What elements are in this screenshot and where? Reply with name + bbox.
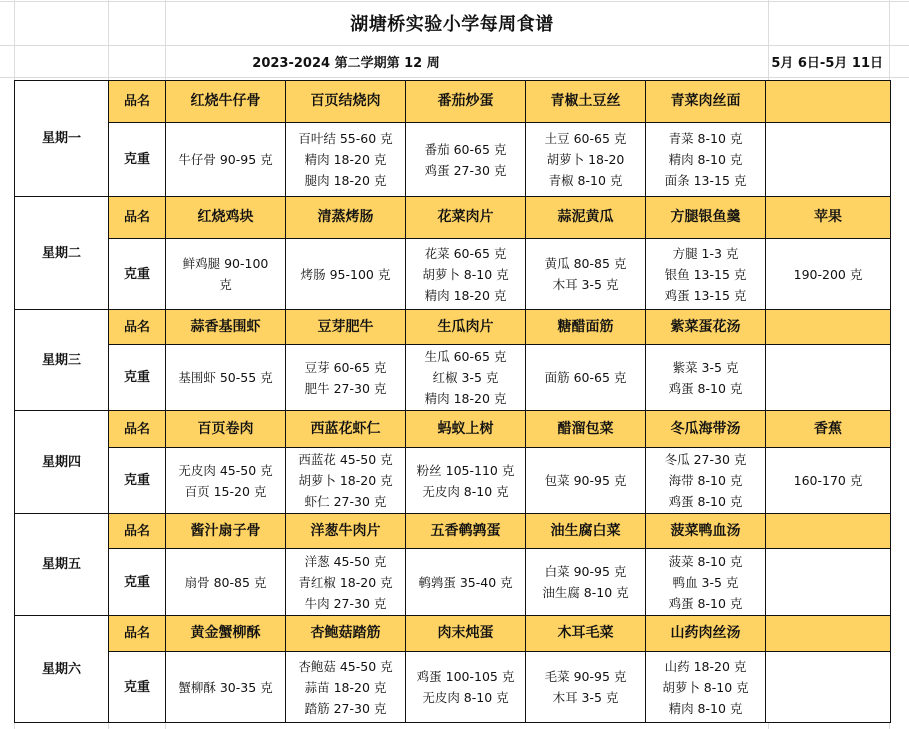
ingredient-line: 牛肉 27-30 克 <box>304 595 387 611</box>
weekly-menu-table <box>14 80 891 723</box>
ingredient-line: 190-200 克 <box>793 266 863 282</box>
ingredient-line: 木耳 3-5 克 <box>552 277 619 292</box>
ingredient-line: 蒜苗 18-20 克 <box>304 679 387 695</box>
dish-name-cell: 油生腐白菜 <box>526 514 646 549</box>
ingredient-line: 山药 18-20 克 <box>664 658 747 674</box>
ingredient-line: 鸡蛋 100-105 克 <box>416 669 515 684</box>
weight-row <box>15 652 891 723</box>
ingredient-weight-cell <box>646 345 766 411</box>
dish-name-cell: 糖醋面筋 <box>526 310 646 345</box>
ingredient-line: 克 <box>219 277 232 292</box>
ingredient-weight-cell <box>286 239 406 310</box>
ingredient-line: 扇骨 80-85 克 <box>184 574 267 590</box>
dish-name-row <box>15 81 891 123</box>
ingredient-line: 精肉 18-20 克 <box>424 287 507 303</box>
weight-label: 克重 <box>109 345 166 411</box>
ingredient-line: 青红椒 18-20 克 <box>298 574 393 590</box>
ingredient-weight-cell <box>286 123 406 197</box>
ingredient-line: 番茄 60-65 克 <box>424 141 507 157</box>
ingredient-line: 鸡蛋 8-10 克 <box>668 595 743 611</box>
menu-title: 湖塘桥实验小学每周食谱 <box>350 14 554 35</box>
ingredient-line: 杏鲍菇 45-50 克 <box>298 658 393 674</box>
date-range: 5月 6日-5月 11日 <box>771 55 883 71</box>
ingredient-line: 银鱼 13-15 克 <box>664 266 747 282</box>
ingredient-line: 基围虾 50-55 克 <box>178 370 273 385</box>
ingredient-line: 青椒 8-10 克 <box>548 173 623 188</box>
weight-row <box>15 448 891 514</box>
ingredient-line: 精肉 8-10 克 <box>668 152 743 167</box>
ingredient-weight-cell <box>766 448 891 514</box>
ingredient-line: 面条 13-15 克 <box>664 173 747 188</box>
ingredient-weight-cell <box>646 549 766 616</box>
ingredient-weight-cell <box>766 549 891 616</box>
ingredient-weight-cell <box>526 123 646 197</box>
ingredient-line: 方腿 1-3 克 <box>672 245 739 261</box>
ingredient-weight-cell <box>406 448 526 514</box>
dish-name-cell: 苹果 <box>766 197 891 239</box>
name-label: 品名 <box>109 616 166 652</box>
ingredient-line: 精肉 8-10 克 <box>668 700 743 716</box>
dish-name-cell: 黄金蟹柳酥 <box>166 616 286 652</box>
ingredient-weight-cell <box>766 652 891 723</box>
ingredient-weight-cell <box>766 239 891 310</box>
ingredient-weight-cell <box>286 448 406 514</box>
dish-name-cell: 紫菜蛋花汤 <box>646 310 766 345</box>
dish-name-cell: 西蓝花虾仁 <box>286 411 406 448</box>
dish-name-cell: 青椒土豆丝 <box>526 81 646 123</box>
dish-name-cell: 酱汁扇子骨 <box>166 514 286 549</box>
ingredient-line: 冬瓜 27-30 克 <box>664 452 747 467</box>
ingredient-line: 海带 8-10 克 <box>668 473 743 488</box>
day-label: 星期一 <box>15 81 109 197</box>
ingredient-line: 胡萝卜 8-10 克 <box>662 679 749 695</box>
ingredient-line: 踏筋 27-30 克 <box>304 700 387 716</box>
dish-name-cell: 青菜肉丝面 <box>646 81 766 123</box>
ingredient-line: 粉丝 105-110 克 <box>416 462 515 478</box>
ingredient-weight-cell <box>166 345 286 411</box>
ingredient-weight-cell <box>166 549 286 616</box>
dish-name-cell: 木耳毛菜 <box>526 616 646 652</box>
ingredient-line: 生瓜 60-65 克 <box>424 349 507 364</box>
ingredient-weight-cell <box>286 652 406 723</box>
ingredient-line: 胡萝卜 8-10 克 <box>422 266 509 282</box>
weight-label: 克重 <box>109 123 166 197</box>
ingredient-weight-cell <box>646 123 766 197</box>
dish-name-row <box>15 197 891 239</box>
dish-name-cell: 番茄炒蛋 <box>406 81 526 123</box>
ingredient-line: 烤肠 95-100 克 <box>300 266 391 282</box>
ingredient-line: 鸡蛋 8-10 克 <box>668 494 743 509</box>
day-label: 星期三 <box>15 310 109 411</box>
weight-row <box>15 549 891 616</box>
ingredient-weight-cell <box>526 448 646 514</box>
dish-name-cell: 方腿银鱼羹 <box>646 197 766 239</box>
dish-name-cell: 蒜泥黄瓜 <box>526 197 646 239</box>
ingredient-line: 肥牛 27-30 克 <box>304 380 387 396</box>
ingredient-line: 百叶结 55-60 克 <box>298 131 393 146</box>
dish-name-cell: 山药肉丝汤 <box>646 616 766 652</box>
ingredient-line: 160-170 克 <box>793 473 863 488</box>
ingredient-line: 鸭血 3-5 克 <box>672 574 739 590</box>
ingredient-line: 包菜 90-95 克 <box>544 473 627 488</box>
day-label: 星期六 <box>15 616 109 723</box>
name-label: 品名 <box>109 411 166 448</box>
dish-name-cell: 冬瓜海带汤 <box>646 411 766 448</box>
ingredient-line: 精肉 18-20 克 <box>424 391 507 406</box>
dish-name-cell <box>766 514 891 549</box>
ingredient-line: 红椒 3-5 克 <box>432 370 499 385</box>
ingredient-line: 西蓝花 45-50 克 <box>298 452 393 467</box>
ingredient-line: 腿肉 18-20 克 <box>304 173 387 188</box>
dish-name-cell <box>766 616 891 652</box>
ingredient-line: 胡萝卜 18-20 <box>546 152 625 167</box>
ingredient-line: 木耳 3-5 克 <box>552 690 619 705</box>
ingredient-weight-cell <box>526 549 646 616</box>
ingredient-line: 鸡蛋 13-15 克 <box>664 287 747 303</box>
ingredient-line: 白菜 90-95 克 <box>544 564 627 579</box>
gridline <box>0 77 909 78</box>
name-label: 品名 <box>109 81 166 123</box>
ingredient-line: 虾仁 27-30 克 <box>304 494 387 509</box>
dish-name-cell: 醋溜包菜 <box>526 411 646 448</box>
weight-row <box>15 123 891 197</box>
ingredient-line: 紫菜 3-5 克 <box>672 359 739 375</box>
ingredient-line: 百页 15-20 克 <box>184 483 267 499</box>
dish-name-cell: 清蒸烤肠 <box>286 197 406 239</box>
dish-name-cell: 百页卷肉 <box>166 411 286 448</box>
ingredient-line: 毛菜 90-95 克 <box>544 669 627 684</box>
ingredient-weight-cell <box>526 652 646 723</box>
dish-name-cell: 豆芽肥牛 <box>286 310 406 345</box>
term-label: 2023-2024 第二学期第 12 周 <box>252 55 440 71</box>
dish-name-cell: 五香鹌鹑蛋 <box>406 514 526 549</box>
dish-name-cell: 红烧牛仔骨 <box>166 81 286 123</box>
day-label: 星期五 <box>15 514 109 616</box>
ingredient-line: 黄瓜 80-85 克 <box>544 256 627 271</box>
ingredient-weight-cell <box>646 652 766 723</box>
weight-row <box>15 239 891 310</box>
ingredient-weight-cell <box>406 345 526 411</box>
ingredient-weight-cell <box>406 123 526 197</box>
dish-name-cell: 肉末炖蛋 <box>406 616 526 652</box>
dish-name-cell: 红烧鸡块 <box>166 197 286 239</box>
ingredient-line: 牛仔骨 90-95 克 <box>178 152 273 167</box>
ingredient-weight-cell <box>646 448 766 514</box>
dish-name-cell: 蚂蚁上树 <box>406 411 526 448</box>
dish-name-cell: 香蕉 <box>766 411 891 448</box>
dish-name-cell <box>766 310 891 345</box>
ingredient-line: 鸡蛋 27-30 克 <box>424 162 507 178</box>
dish-name-row <box>15 616 891 652</box>
ingredient-line: 无皮肉 8-10 克 <box>422 483 509 499</box>
ingredient-weight-cell <box>406 652 526 723</box>
day-label: 星期二 <box>15 197 109 310</box>
ingredient-line: 鲜鸡腿 90-100 <box>182 256 269 271</box>
dish-name-cell: 百页结烧肉 <box>286 81 406 123</box>
ingredient-weight-cell <box>166 123 286 197</box>
ingredient-weight-cell <box>406 239 526 310</box>
ingredient-line: 蟹柳酥 30-35 克 <box>178 679 273 695</box>
ingredient-weight-cell <box>766 123 891 197</box>
dish-name-cell: 杏鲍菇踏筋 <box>286 616 406 652</box>
ingredient-weight-cell <box>526 239 646 310</box>
dish-name-cell: 花菜肉片 <box>406 197 526 239</box>
ingredient-line: 豆芽 60-65 克 <box>304 359 387 375</box>
ingredient-line: 精肉 18-20 克 <box>304 152 387 167</box>
ingredient-weight-cell <box>766 345 891 411</box>
ingredient-weight-cell <box>526 345 646 411</box>
ingredient-line: 油生腐 8-10 克 <box>542 585 629 600</box>
dish-name-cell <box>766 81 891 123</box>
ingredient-weight-cell <box>166 239 286 310</box>
dish-name-cell: 菠菜鸭血汤 <box>646 514 766 549</box>
weight-row <box>15 345 891 411</box>
weight-label: 克重 <box>109 549 166 616</box>
name-label: 品名 <box>109 197 166 239</box>
ingredient-line: 青菜 8-10 克 <box>668 131 743 146</box>
weight-label: 克重 <box>109 652 166 723</box>
dish-name-cell: 洋葱牛肉片 <box>286 514 406 549</box>
dish-name-row <box>15 411 891 448</box>
dish-name-row <box>15 514 891 549</box>
ingredient-line: 鸡蛋 8-10 克 <box>668 380 743 396</box>
ingredient-line: 胡萝卜 18-20 克 <box>298 473 393 488</box>
name-label: 品名 <box>109 310 166 345</box>
ingredient-line: 鹌鹑蛋 35-40 克 <box>418 574 513 590</box>
ingredient-line: 花菜 60-65 克 <box>424 245 507 261</box>
ingredient-line: 洋葱 45-50 克 <box>304 553 387 569</box>
ingredient-line: 面筋 60-65 克 <box>544 370 627 385</box>
ingredient-line: 无皮肉 8-10 克 <box>422 690 509 705</box>
dish-name-row <box>15 310 891 345</box>
ingredient-line: 菠菜 8-10 克 <box>668 553 743 569</box>
dish-name-cell: 生瓜肉片 <box>406 310 526 345</box>
ingredient-weight-cell <box>286 345 406 411</box>
day-label: 星期四 <box>15 411 109 514</box>
ingredient-weight-cell <box>646 239 766 310</box>
ingredient-weight-cell <box>406 549 526 616</box>
weight-label: 克重 <box>109 239 166 310</box>
ingredient-weight-cell <box>286 549 406 616</box>
name-label: 品名 <box>109 514 166 549</box>
ingredient-weight-cell <box>166 652 286 723</box>
weight-label: 克重 <box>109 448 166 514</box>
ingredient-line: 土豆 60-65 克 <box>544 131 627 146</box>
dish-name-cell: 蒜香基围虾 <box>166 310 286 345</box>
ingredient-line: 无皮肉 45-50 克 <box>178 462 273 478</box>
ingredient-weight-cell <box>166 448 286 514</box>
